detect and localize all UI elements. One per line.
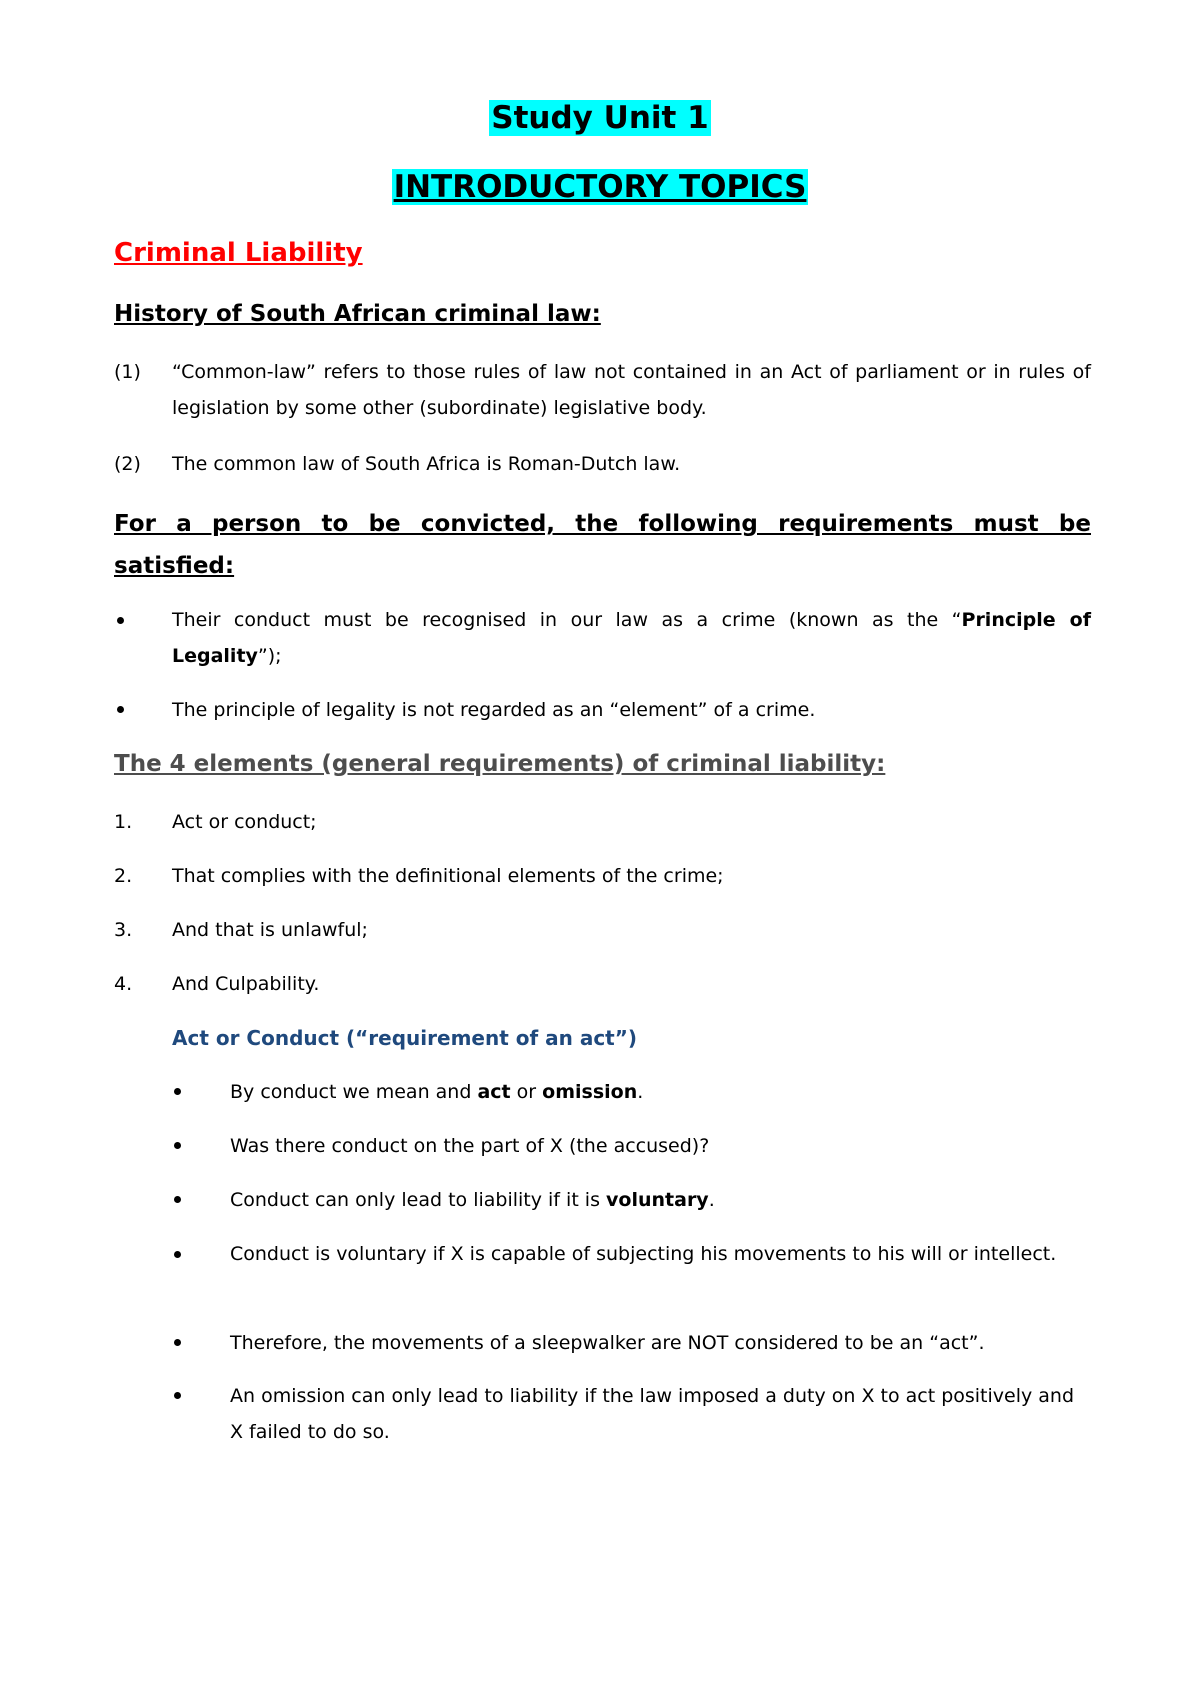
- bullet-dot: [174, 1251, 181, 1258]
- history-marker-2: (2): [114, 453, 141, 475]
- element-marker-4: 4.: [114, 973, 133, 995]
- convicted-heading: For a person to be convicted, the following requirements must be satisfied:: [114, 511, 1091, 579]
- bullet-dot: [174, 1196, 181, 1203]
- bullet-dot: [117, 706, 124, 713]
- history-item-1: “Common-law” refers to those rules of law not contained in an Act of parliament or in rules of legislation by some other (subordinate) legislative body.: [172, 361, 1091, 419]
- history-heading: History of South African criminal law:: [114, 301, 601, 327]
- bullet-dot: [174, 1088, 181, 1095]
- element-item-3: And that is unlawful;: [172, 919, 368, 941]
- bullet-dot: [174, 1392, 181, 1399]
- act-bullet-5: Therefore, the movements of a sleepwalker are NOT considered to be an “act”.: [230, 1332, 985, 1354]
- elements-heading: The 4 elements (general requirements) of criminal liability:: [114, 751, 886, 777]
- subtitle-row: [0, 167, 1200, 207]
- act-bullet-2: Was there conduct on the part of X (the accused)?: [230, 1135, 710, 1157]
- element-item-2: That complies with the definitional elements of the crime;: [172, 865, 724, 887]
- act-bullet-6: An omission can only lead to liability if the law imposed a duty on X to act positively and X failed to do so.: [230, 1385, 1075, 1443]
- bullet-dot: [117, 617, 124, 624]
- section-criminal-liability: Criminal Liability: [114, 238, 363, 268]
- element-item-1: Act or conduct;: [172, 811, 317, 833]
- act-bullet-1: By conduct we mean and act or omission.: [230, 1081, 644, 1103]
- convicted-bullet-1: Their conduct must be recognised in our law as a crime (known as the “Principle of Legality”);: [172, 609, 1091, 667]
- act-heading: Act or Conduct (“requirement of an act”): [172, 1026, 638, 1050]
- page-title: Study Unit 1: [491, 100, 709, 136]
- element-item-4: And Culpability.: [172, 973, 320, 995]
- convicted-bullet-2: The principle of legality is not regarded as an “element” of a crime.: [172, 699, 816, 721]
- history-marker-1: (1): [114, 361, 141, 383]
- element-marker-3: 3.: [114, 919, 133, 941]
- history-item-2: The common law of South Africa is Roman-Dutch law.: [172, 453, 681, 475]
- page-subtitle: INTRODUCTORY TOPICS: [393, 169, 807, 205]
- act-bullet-4: Conduct is voluntary if X is capable of subjecting his movements to his will or intellect.: [230, 1243, 1057, 1265]
- element-marker-2: 2.: [114, 865, 133, 887]
- act-bullet-3: Conduct can only lead to liability if it is voluntary.: [230, 1189, 715, 1211]
- bullet-dot: [174, 1142, 181, 1149]
- title-row: [0, 98, 1200, 138]
- element-marker-1: 1.: [114, 811, 133, 833]
- bullet-dot: [174, 1339, 181, 1346]
